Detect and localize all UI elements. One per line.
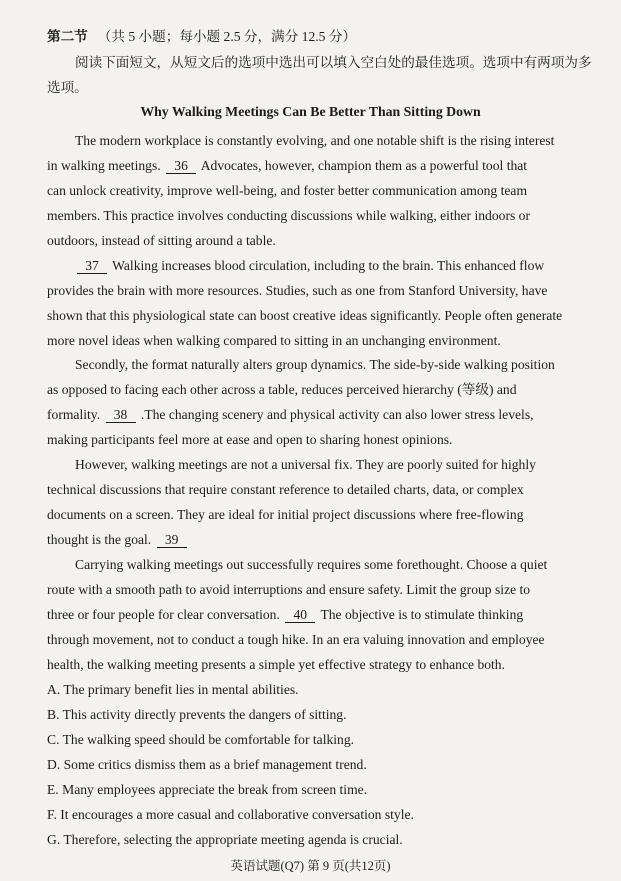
p2-line-1: 37 Walking increases blood circulation, including to the brain. This enhanced flow <box>75 257 544 275</box>
p3-line-4: making participants feel more at ease and open to sharing honest opinions. <box>47 432 453 447</box>
blank-39: 39 <box>157 533 187 548</box>
p5-line-5: health, the walking meeting presents a simple yet effective strategy to enhance both. <box>47 657 506 672</box>
option-f: F. It encourages a more casual and collaborative conversation style. <box>47 807 414 822</box>
section-label: 第二节 <box>47 29 88 44</box>
p3-line-1: Secondly, the format naturally alters group dynamics. The side-by-side walking position <box>75 357 555 372</box>
blank-38: 38 <box>106 408 136 423</box>
p5-line-3: three or four people for clear conversation. 40 The objective is to stimulate thinking <box>47 607 524 622</box>
p4-line-1: However, walking meetings are not a universal fix. They are poorly suited for highly <box>75 457 536 472</box>
option-d: D. Some critics dismiss them as a brief management trend. <box>47 757 367 772</box>
p2-line-2: provides the brain with more resources. Studies, such as one from Stanford University, have <box>47 283 548 298</box>
option-a: A. The primary benefit lies in mental abilities. <box>47 682 299 697</box>
option-g: G. Therefore, selecting the appropriate meeting agenda is crucial. <box>47 832 403 847</box>
instructions-line-2: 选项。 <box>47 80 88 95</box>
blank-36: 36 <box>166 159 196 174</box>
option-c: C. The walking speed should be comfortable for talking. <box>47 732 355 747</box>
p1-line-4: members. This practice involves conducting discussions while walking, either indoors or <box>47 208 530 223</box>
p5-line-2: route with a smooth path to avoid interruptions and ensure safety. Limit the group size to <box>47 582 531 597</box>
p1-line-2: in walking meetings. 36 Advocates, however, champion them as a powerful tool that <box>47 158 528 173</box>
p2-line-3: shown that this physiological state can boost creative ideas significantly. People often generate <box>47 308 563 323</box>
p5-line-1: Carrying walking meetings out successfully requires some forethought. Choose a quiet <box>75 557 548 572</box>
p1-line-1: The modern workplace is constantly evolving, and one notable shift is the rising interest <box>75 133 555 148</box>
p4-line-2: technical discussions that require constant reference to detailed charts, data, or complex <box>47 482 524 497</box>
option-e: E. Many employees appreciate the break from screen time. <box>47 782 368 797</box>
option-b: B. This activity directly prevents the dangers of sitting. <box>47 707 347 722</box>
section-header <box>47 28 356 46</box>
p3-line-3: formality. 38 .The changing scenery and physical activity can also lower stress levels, <box>47 407 534 422</box>
p1-line-5: outdoors, instead of sitting around a table. <box>47 233 276 248</box>
p3-line-2: as opposed to facing each other across a table, reduces perceived hierarchy (等级) and <box>47 382 517 397</box>
passage-title: Why Walking Meetings Can Be Better Than Sitting Down <box>140 104 481 119</box>
section-note: （共 5 小题；每小题 2.5 分，满分 12.5 分） <box>97 29 357 44</box>
p4-line-4: thought is the goal. 39 <box>47 531 189 549</box>
blank-37: 37 <box>77 259 107 274</box>
p1-line-3: can unlock creativity, improve well-being, and foster better communication among team <box>47 183 528 198</box>
page-footer: 英语试题(Q7) 第 9 页(共12页) <box>230 859 391 873</box>
blank-40: 40 <box>285 608 315 623</box>
instructions-line-1: 阅读下面短文，从短文后的选项中选出可以填入空白处的最佳选项。选项中有两项为多 <box>75 55 592 70</box>
p2-line-4: more novel ideas when walking compared to sitting in an unchanging environment. <box>47 333 501 348</box>
p5-line-4: through movement, not to conduct a tough hike. In an era valuing innovation and employee <box>47 632 545 647</box>
p4-line-3: documents on a screen. They are ideal for initial project discussions where free-flowing <box>47 507 524 522</box>
